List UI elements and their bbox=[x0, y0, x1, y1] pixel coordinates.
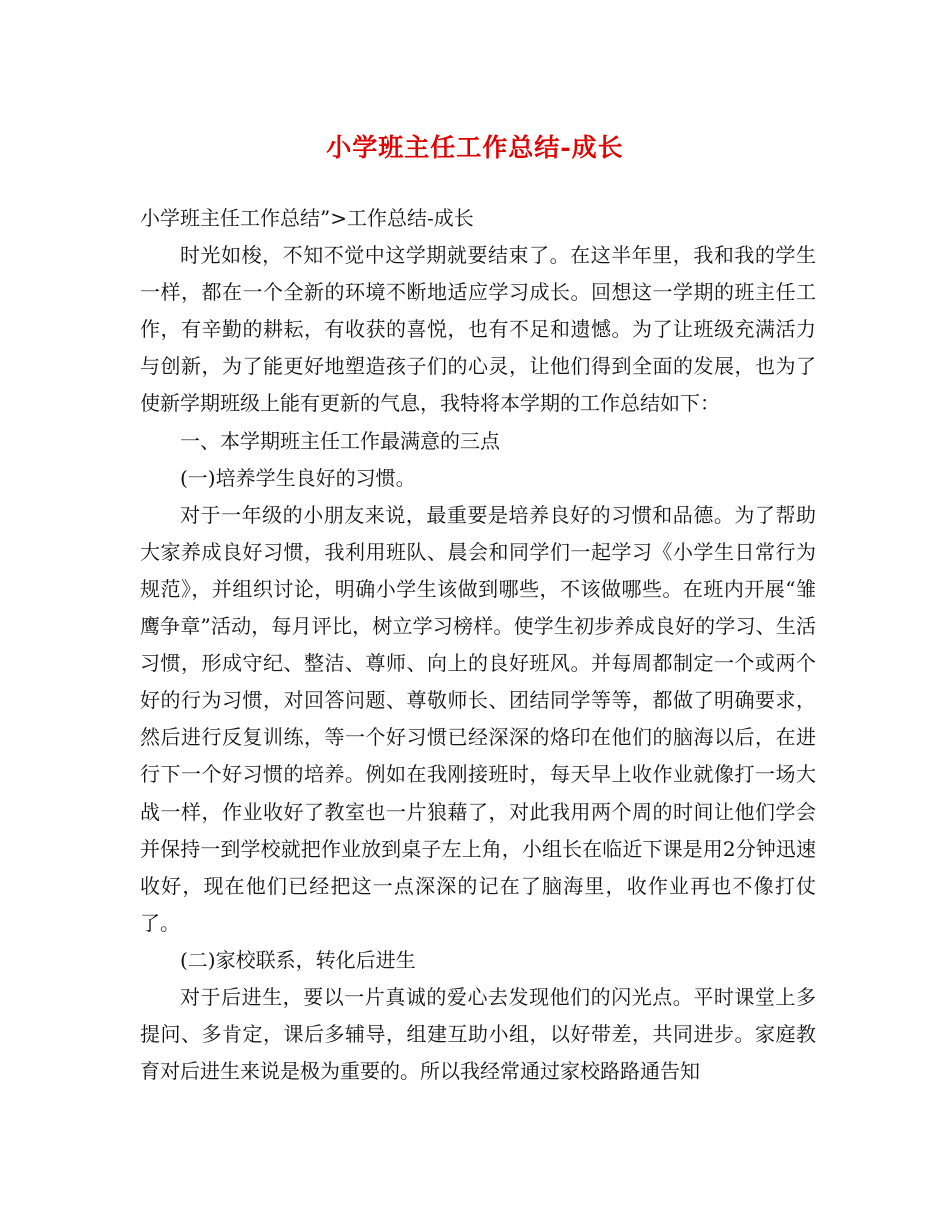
paragraph-habits: 对于一年级的小朋友来说，最重要是培养良好的习惯和品德。为了帮助大家养成良好习惯，我利用班队、晨会和同学们一起学习《小学生日常行为规范》，并组织讨论，明确小学生该做到哪些，不该做哪些。在班内开展“雏鹰争章”活动，每月评比，树立学习榜样。使学生初步养成良好的学习、生活习惯，形成守纪、整洁、尊师、向上的良好班风。并每周都制定一个或两个好的行为习惯，对回答问题、尊敬师长、团结同学等等，都做了明确要求，然后进行反复训练，等一个好习惯已经深深的烙印在他们的脑海以后，在进行下一个好习惯的培养。例如在我刚接班时，每天早上收作业就像打一场大战一样，作业收好了教室也一片狼藉了，对此我用两个周的时间让他们学会并保持一到学校就把作业放到桌子左上角，小组长在临近下课是用2分钟迅速收好，现在他们已经把这一点深深的记在了脑海里，收作业再也不像打仗了。 bbox=[140, 502, 816, 935]
breadcrumb: 小学班主任工作总结”>工作总结-成长 bbox=[140, 206, 474, 230]
paragraph-underachievers: 对于后进生，要以一片真诚的爱心去发现他们的闪光点。平时课堂上多提问、多肯定，课后多辅导，组建互助小组，以好带差，共同进步。家庭教育对后进生来说是极为重要的。所以我经常通过家校路路通告知 bbox=[140, 984, 816, 1084]
paragraph-intro: 时光如梭，不知不觉中这学期就要结束了。在这半年里，我和我的学生一样，都在一个全新的环境不断地适应学习成长。回想这一学期的班主任工作，有辛勤的耕耘，有收获的喜悦，也有不足和遗憾。为了让班级充满活力与创新，为了能更好地塑造孩子们的心灵，让他们得到全面的发展，也为了使新学期班级上能有更新的气息，我特将本学期的工作总结如下： bbox=[140, 243, 816, 416]
subsection-heading-1: (一)培养学生良好的习惯。 bbox=[180, 465, 416, 490]
document-title: 小学班主任工作总结-成长 bbox=[326, 133, 624, 162]
subsection-heading-2: (二)家校联系，转化后进生 bbox=[180, 947, 416, 972]
document-body bbox=[140, 200, 816, 1090]
section-heading-1: 一、本学期班主任工作最满意的三点 bbox=[180, 428, 500, 453]
